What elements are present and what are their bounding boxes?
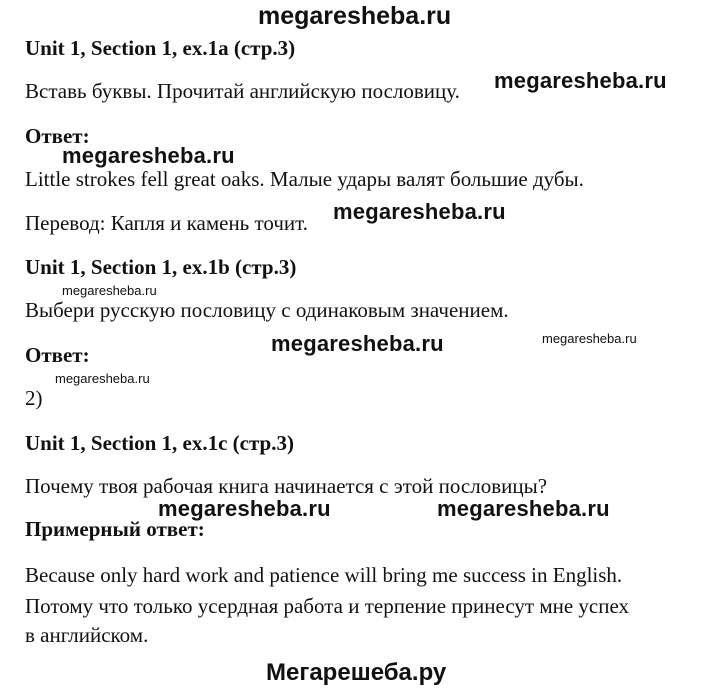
watermark-bottom[interactable]: Мегарешеба.ру [266,659,447,686]
ex1a-heading: Unit 1, Section 1, ex.1a (стр.3) [25,36,296,60]
watermark-2[interactable]: megaresheba.ru [62,143,235,168]
watermark-top[interactable]: megaresheba.ru [258,2,452,30]
watermark-5[interactable]: megaresheba.ru [271,331,444,356]
watermark-1[interactable]: megaresheba.ru [494,68,667,93]
ex1c-answer-en: Because only hard work and patience will bring me success in English. [25,563,623,587]
watermark-8[interactable]: megaresheba.ru [158,496,331,521]
watermark-3[interactable]: megaresheba.ru [333,199,506,224]
ex1b-heading: Unit 1, Section 1, ex.1b (стр.3) [25,255,297,279]
ex1a-translation: Перевод: Капля и камень точит. [25,211,309,235]
watermark-9[interactable]: megaresheba.ru [437,496,610,521]
watermark-7[interactable]: megaresheba.ru [55,371,150,386]
ex1c-heading: Unit 1, Section 1, ex.1c (стр.3) [25,431,294,455]
ex1a-answer-label: Ответ: [25,124,90,148]
watermark-4[interactable]: megaresheba.ru [62,283,157,298]
ex1c-task: Почему твоя рабочая книга начинается с этой пословицы? [25,474,548,498]
ex1c-answer-ru-2: в английском. [25,623,149,647]
watermark-6[interactable]: megaresheba.ru [542,331,637,346]
ex1c-answer-label: Примерный ответ: [25,517,205,541]
ex1c-answer-ru-1: Потому что только усердная работа и терпение принесут мне успех [25,594,630,618]
ex1b-answer-label: Ответ: [25,343,90,367]
ex1b-task: Выбери русскую пословицу с одинаковым значением. [25,298,509,322]
ex1a-task: Вставь буквы. Прочитай английскую пословицу. [25,79,460,103]
ex1b-answer: 2) [25,386,43,410]
ex1a-answer: Little strokes fell great oaks. Малые удары валят большие дубы. [25,167,584,191]
